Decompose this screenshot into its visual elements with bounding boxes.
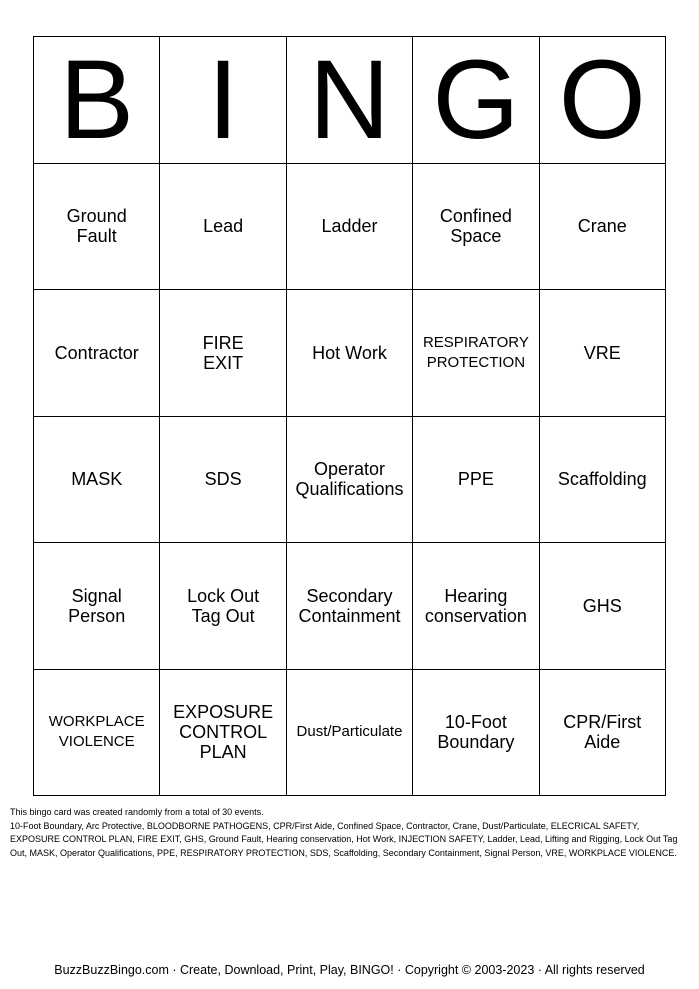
cell-text: VRE [583, 342, 621, 363]
cell-text: SDS [204, 469, 242, 490]
cell-text: Hot Work [312, 342, 387, 363]
bingo-cell [287, 164, 413, 291]
header-letter-n: N [287, 37, 413, 164]
header-letter-o: O [540, 37, 666, 164]
card-footnote [10, 806, 690, 860]
bingo-cell [160, 290, 286, 417]
bingo-cell [413, 417, 539, 544]
cell-text: FIRE EXIT [202, 332, 244, 373]
cell-text: Lead [203, 216, 244, 237]
cell-text: EXPOSURE CONTROL PLAN [173, 702, 274, 763]
bingo-cell [34, 417, 160, 544]
cell-text: Dust/Particulate [296, 723, 403, 741]
cell-text: Contractor [54, 342, 139, 363]
bingo-cell [287, 670, 413, 797]
bingo-cell [540, 543, 666, 670]
cell-text: Lock Out Tag Out [187, 585, 260, 626]
bingo-cell [413, 164, 539, 291]
cell-text: Secondary Containment [298, 585, 401, 626]
cell-text: Ladder [321, 216, 378, 237]
bingo-cell [34, 164, 160, 291]
cell-text: GHS [582, 595, 622, 616]
footnote-events-list: 10-Foot Boundary, Arc Protective, BLOODBORNE PATHOGENS, CPR/First Aide, Confined Space, Contractor, Crane, Dust/Particulate, ELECRICAL SAFETY, EXPOSURE CONTROL PLAN, FIRE EXIT, GHS, Ground Fault, Hearing conservation, Hot Work, INJECTION SAFETY, Ladder, Lead, Lifting and Rigging, Lock Out Tag Out, MASK, Operator Qualifications, PPE, RESPIRATORY PROTECTION, SDS, Scaffolding, Secondary Containment, Signal Person, VRE, WORKPLACE VIOLENCE. [10, 820, 678, 858]
cell-text: Hearing conservation [424, 585, 527, 626]
bingo-cell [160, 670, 286, 797]
bingo-cell [34, 290, 160, 417]
header-letter-b: B [34, 37, 160, 164]
cell-text: Signal Person [68, 585, 126, 626]
bingo-cell [160, 164, 286, 291]
bingo-cell [287, 290, 413, 417]
footnote-summary: This bingo card was created randomly from a total of 30 events. [10, 807, 264, 817]
bingo-cell [34, 670, 160, 797]
bingo-cell [540, 290, 666, 417]
cell-text: Crane [577, 216, 627, 237]
cell-text: WORKPLACE VIOLENCE [48, 713, 145, 751]
bingo-cell [160, 417, 286, 544]
cell-text: Scaffolding [557, 469, 647, 490]
cell-text: Operator Qualifications [295, 459, 404, 500]
cell-text: Ground Fault [66, 206, 127, 247]
bingo-card [33, 36, 666, 796]
cell-text: 10-Foot Boundary [437, 712, 515, 753]
bingo-cell [413, 670, 539, 797]
bingo-cell [540, 670, 666, 797]
bingo-cell [34, 543, 160, 670]
cell-text: PPE [457, 469, 494, 490]
header-letter-g: G [413, 37, 539, 164]
bingo-cell [287, 543, 413, 670]
bingo-cell [160, 543, 286, 670]
cell-text: RESPIRATORY PROTECTION [422, 333, 529, 371]
header-letter-i: I [160, 37, 286, 164]
cell-text: Confined Space [439, 206, 512, 247]
cell-text: MASK [71, 469, 123, 490]
bingo-cell [287, 417, 413, 544]
bingo-cell [413, 543, 539, 670]
bingo-cell [540, 417, 666, 544]
cell-text: CPR/First Aide [563, 712, 642, 753]
copyright-line: BuzzBuzzBingo.com · Create, Download, Print, Play, BINGO! · Copyright © 2003-2023 · All rights reserved [54, 963, 645, 977]
bingo-cell [540, 164, 666, 291]
bingo-cell [413, 290, 539, 417]
